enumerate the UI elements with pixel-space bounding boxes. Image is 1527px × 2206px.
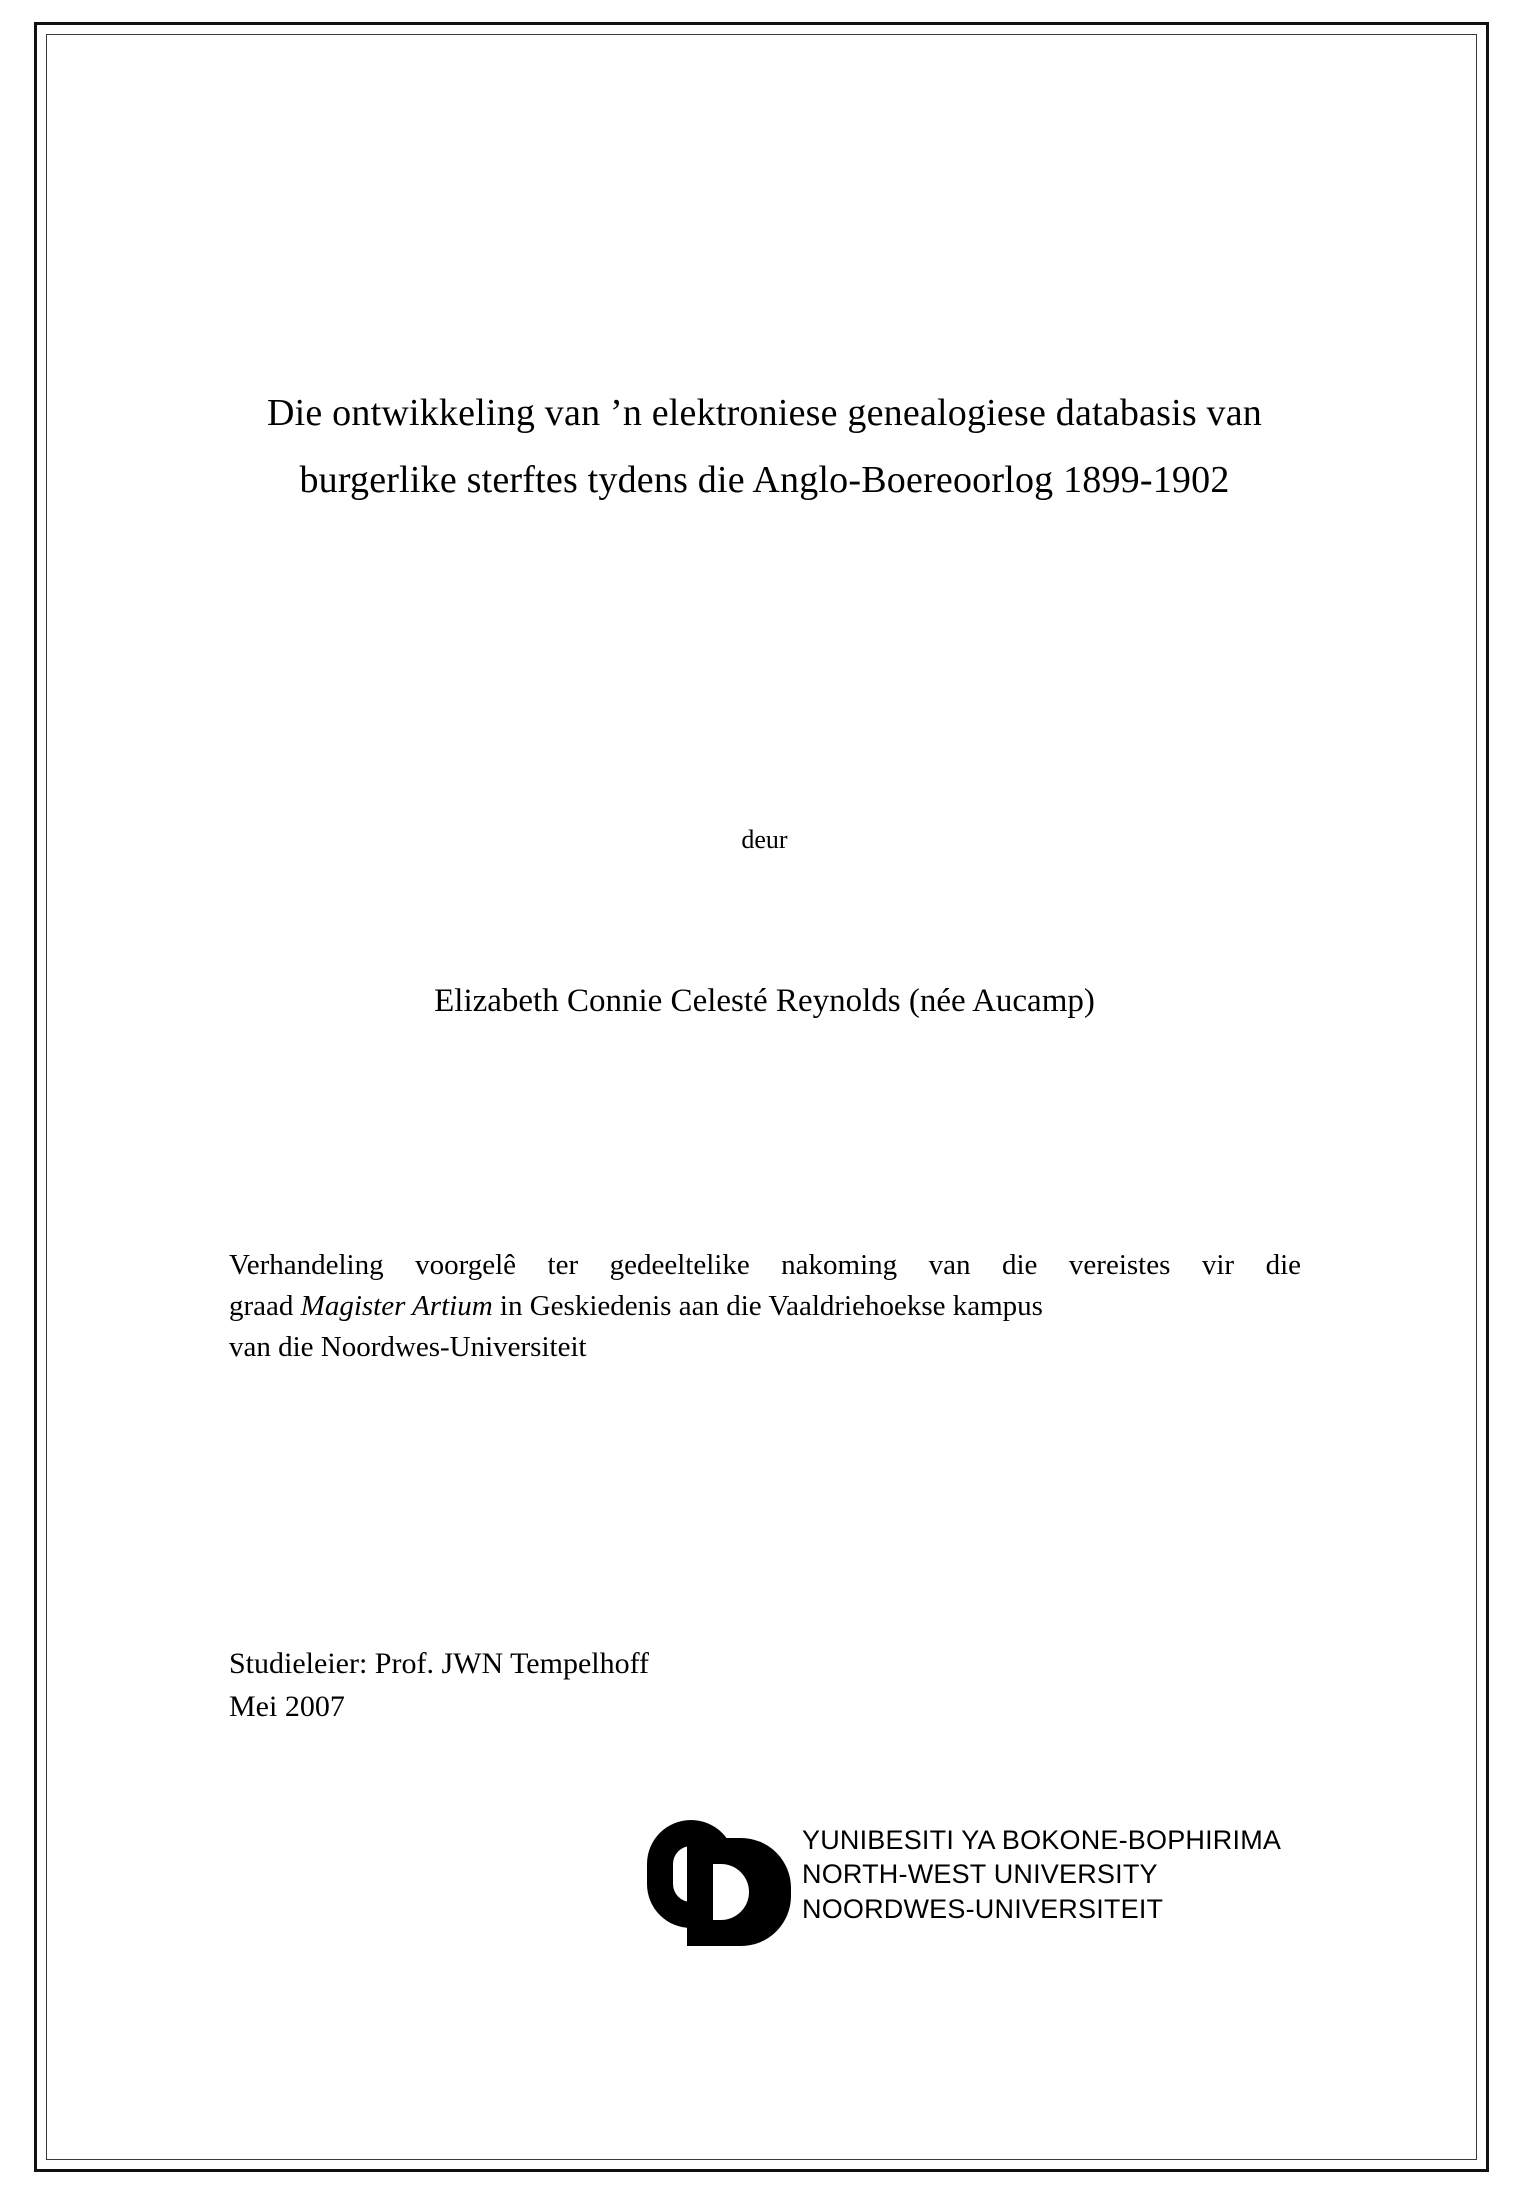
author-name: Elizabeth Connie Celesté Reynolds (née Aucamp) — [434, 983, 1095, 1019]
degree-statement-line-2-suffix: in Geskiedenis aan die Vaaldriehoekse kampus — [492, 1290, 1043, 1323]
title-page-content — [187, 25, 1342, 2169]
title-line-1: Die ontwikkeling van ’n elektroniese genealogiese databasis van — [267, 392, 1262, 434]
degree-statement-line-1: Verhandeling voorgelê ter gedeeltelike nakoming van die vereistes vir die — [229, 1249, 1301, 1281]
logo-d-bar — [687, 1838, 713, 1946]
supervisor-name: Studieleier: Prof. JWN Tempelhoff — [229, 1647, 650, 1680]
page-border-frame — [34, 22, 1489, 2172]
page-title — [197, 380, 1332, 513]
logo-text-line-3: NOORDWES-UNIVERSITEIT — [802, 1893, 1164, 1924]
university-logo-text — [802, 1823, 1281, 1926]
degree-statement — [229, 1245, 1301, 1369]
university-logo — [517, 1815, 1282, 1945]
submission-date: Mei 2007 — [229, 1689, 345, 1723]
degree-statement-line-2 — [229, 1286, 1301, 1327]
title-line-2: burgerlike sterftes tydens die Anglo-Boereoorlog 1899-1902 — [299, 458, 1230, 501]
degree-name-italic: Magister Artium — [300, 1290, 493, 1323]
nwu-logo-icon — [647, 1820, 797, 1930]
degree-statement-line-3: van die Noordwes-Universiteit — [229, 1331, 587, 1364]
degree-statement-line-2-prefix: graad — [229, 1290, 301, 1323]
by-label: deur — [741, 825, 788, 854]
logo-text-line-2: NORTH-WEST UNIVERSITY — [802, 1859, 1158, 1890]
supervisor-block — [229, 1643, 1129, 1728]
logo-text-line-1: YUNIBESITI YA BOKONE-BOPHIRIMA — [802, 1825, 1282, 1855]
